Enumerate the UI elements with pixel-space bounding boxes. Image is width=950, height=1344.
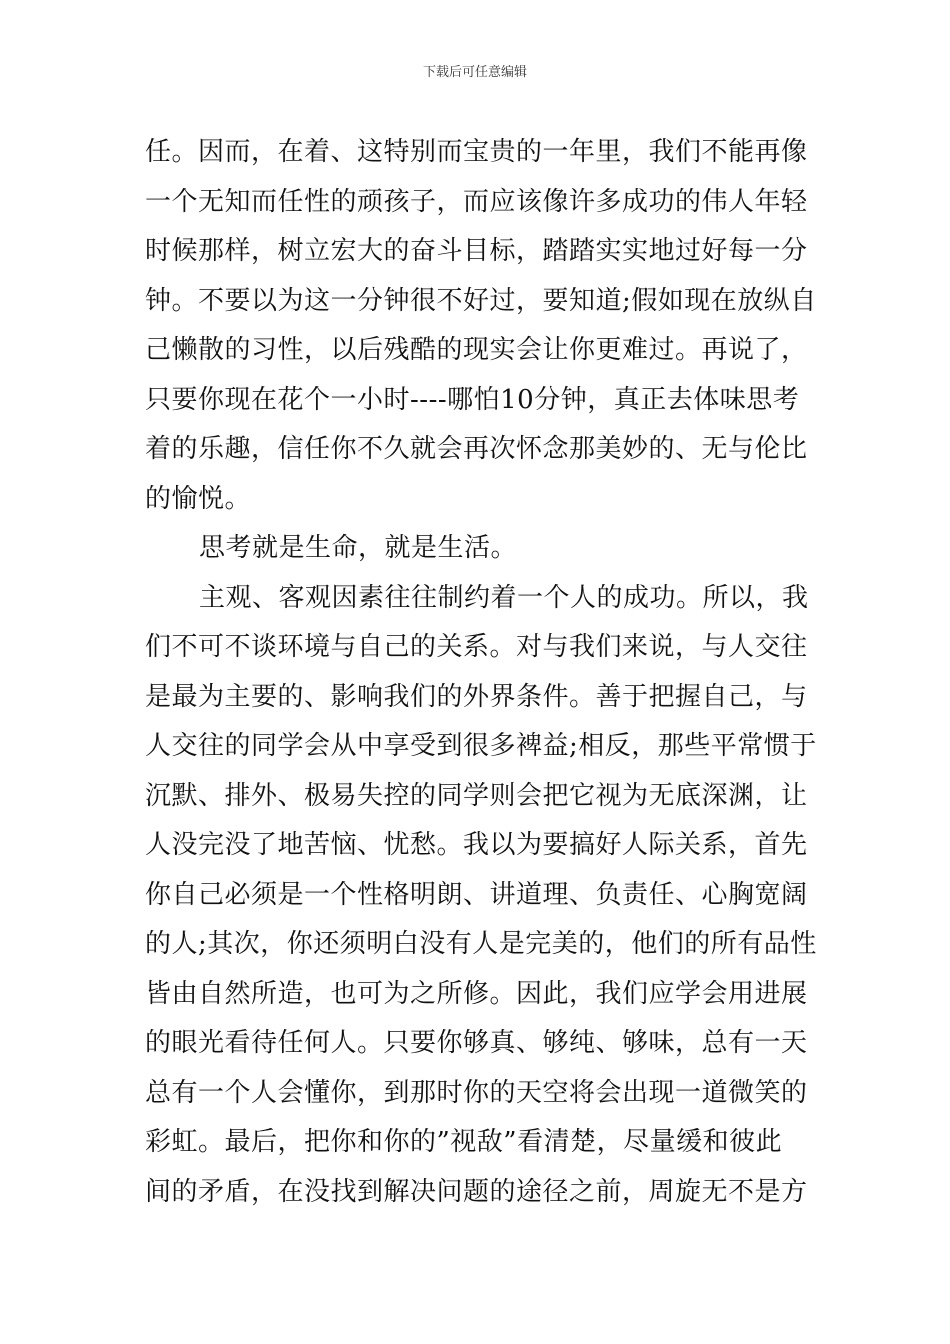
text-line: 一个无知而任性的顽孩子，而应该像许多成功的伟人年轻 xyxy=(145,186,808,217)
text-line: 钟。不要以为这一分钟很不好过，要知道;假如现在放纵自 xyxy=(145,285,817,316)
text-line: 是最为主要的、影响我们的外界条件。善于把握自己，与 xyxy=(145,681,808,712)
document-body xyxy=(145,128,817,1217)
text-line: 的人;其次，你还须明白没有人是完美的，他们的所有品性 xyxy=(145,929,817,959)
text-line: 总有一个人会懂你，到那时你的天空将会出现一道微笑的 xyxy=(145,1077,808,1108)
text-line: 的眼光看待任何人。只要你够真、够纯、够味，总有一天 xyxy=(145,1028,808,1058)
text-line: 间的矛盾，在没找到解决问题的途径之前，周旋无不是方 xyxy=(145,1176,808,1207)
text-line: 时候那样，树立宏大的奋斗目标，踏踏实实地过好每一分 xyxy=(145,236,808,266)
text-line: 皆由自然所造，也可为之所修。因此，我们应学会用进展 xyxy=(145,978,808,1009)
text-line: 只要你现在花个一小时----哪怕10分钟，真正去体味思考 xyxy=(145,384,800,415)
text-line: 的愉悦。 xyxy=(145,483,252,514)
text-line: 们不可不谈环境与自己的关系。对与我们来说，与人交往 xyxy=(145,632,808,662)
text-line: 你自己必须是一个性格明朗、讲道理、负责任、心胸宽阔 xyxy=(145,879,808,910)
text-line: 思考就是生命，就是生活。 xyxy=(199,533,518,563)
text-line: 主观、客观因素往往制约着一个人的成功。所以，我 xyxy=(199,582,809,613)
text-line: 沉默、排外、极易失控的同学则会把它视为无底深渊，让 xyxy=(145,780,808,811)
page-header-note: 下载后可任意编辑 xyxy=(422,65,527,80)
text-line: 人交往的同学会从中享受到很多裨益;相反，那些平常惯于 xyxy=(145,731,817,761)
text-line: 彩虹。最后，把你和你的”视敌”看清楚，尽量缓和彼此 xyxy=(145,1127,783,1157)
text-line: 人没完没了地苦恼、忧愁。我以为要搞好人际关系，首先 xyxy=(145,830,808,860)
text-line: 着的乐趣，信任你不久就会再次怀念那美妙的、无与伦比 xyxy=(145,434,808,464)
text-line: 任。因而，在着、这特别而宝贵的一年里，我们不能再像 xyxy=(145,137,808,167)
text-line: 己懒散的习性，以后残酷的现实会让你更难过。再说了， xyxy=(145,335,808,365)
